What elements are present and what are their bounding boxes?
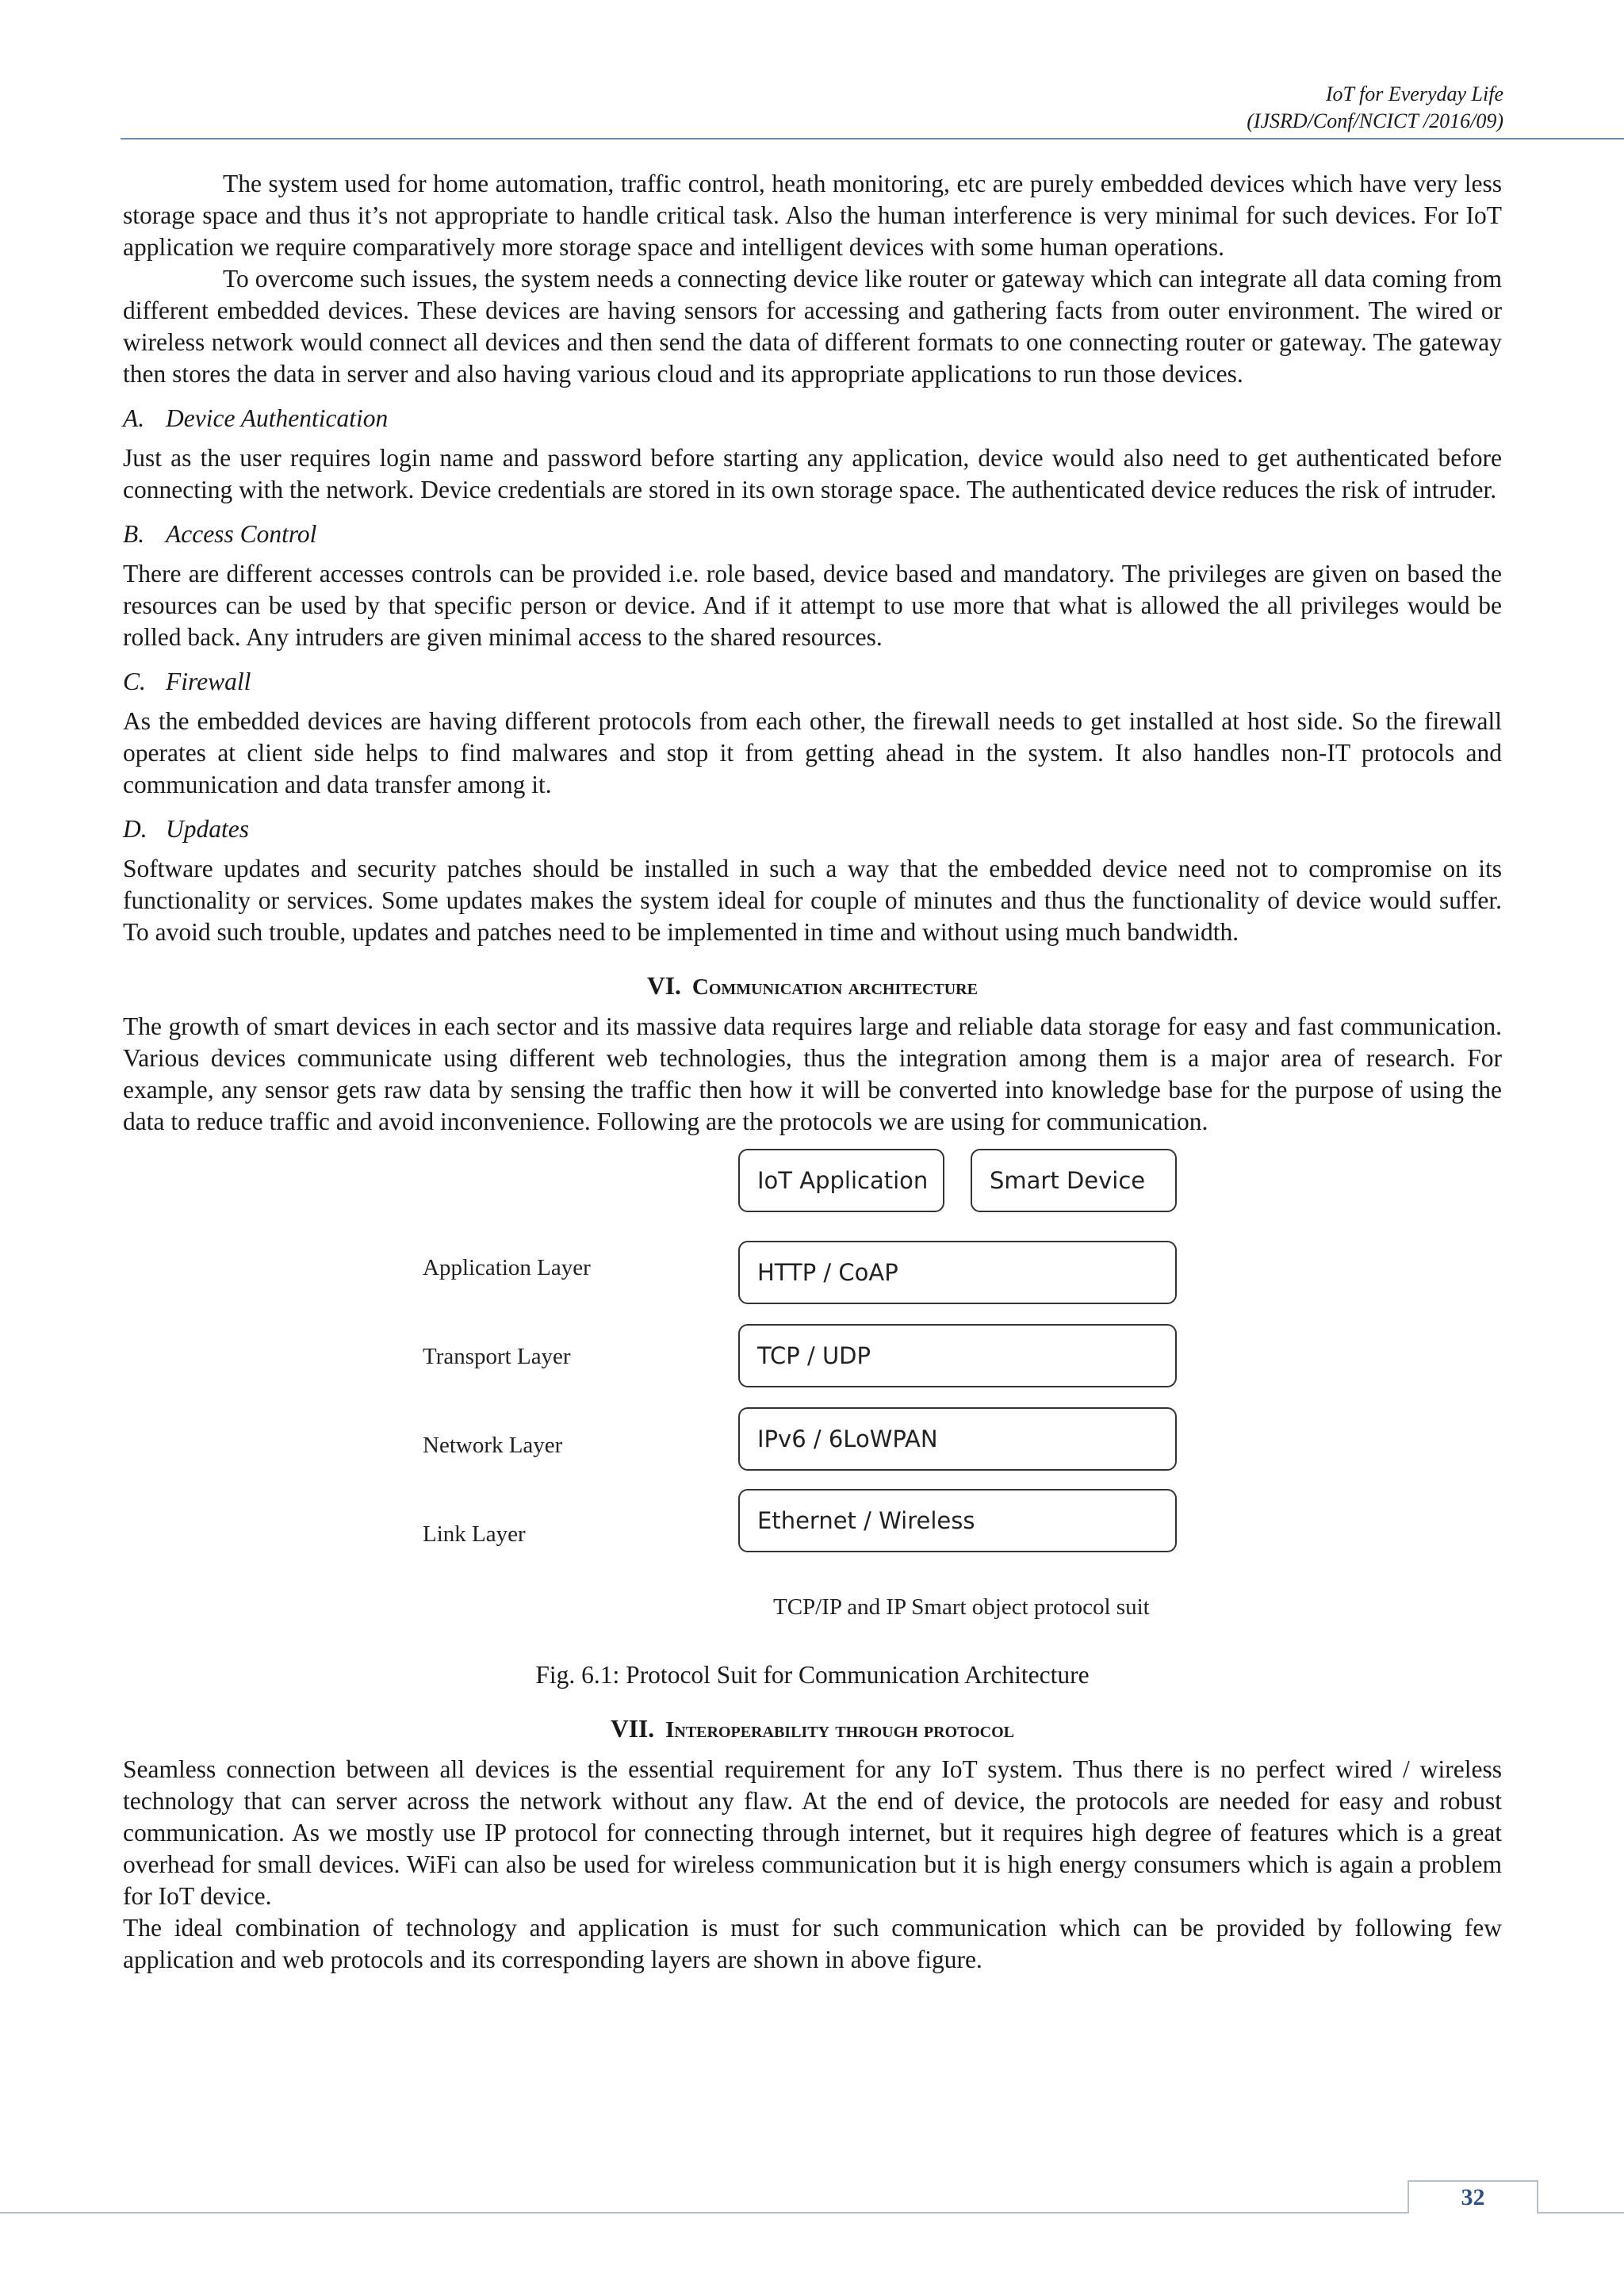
subsection-title: Updates — [166, 815, 249, 843]
protocol-figure — [123, 1149, 1502, 1656]
subsection-text-d: Software updates and security patches should be installed in such a way that the embedded device need not to compromise on its functionality or services. Some updates makes the system ideal for couple of minutes and thus the functionality of device would suffer. To avoid such trouble, updates and patches need to be implemented in time and without using much bandwidth. — [123, 855, 1502, 946]
layer-label-application: Application Layer — [423, 1255, 591, 1280]
section-title: Interoperability through protocol — [665, 1717, 1015, 1743]
subsection-heading-d — [123, 813, 1502, 845]
intro-paragraph-1: The system used for home automation, traffic control, heath monitoring, etc are purely embedded devices which have very less storage space and thus it’s not appropriate to handle critical task. Also the human interference is very minimal for such devices. For IoT application we require comparatively more storage space and intelligent devices with some human operations. — [123, 170, 1502, 261]
subsection-text-c: As the embedded devices are having different protocols from each other, the firewall needs to get installed at host side. So the firewall operates at client side helps to find malwares and stop it from getting ahead in the system. It also handles non-IT protocols and communication and data transfer among it. — [123, 707, 1502, 798]
section-title: Communication architecture — [691, 974, 978, 1000]
smart-device-box: Smart Device — [971, 1149, 1177, 1212]
layer-box-transport: TCP / UDP — [738, 1324, 1177, 1387]
subsection-title: Firewall — [166, 668, 251, 695]
layer-label-transport: Transport Layer — [423, 1344, 571, 1369]
section-vii-paragraph-2: The ideal combination of technology and application is must for such communication which can be provided by following few application and web protocols and its corresponding layers are shown in above figure. — [123, 1914, 1502, 1973]
intro-paragraph-2: To overcome such issues, the system needs a connecting device like router or gateway which can integrate all data coming from different embedded devices. These devices are having sensors for accessing and gathering facts from outer environment. The wired or wireless network would connect all devices and then send the data of different formats to one connecting router or gateway. The gateway then stores the data in server and also having various cloud and its appropriate applications to run those devices. — [123, 265, 1502, 388]
running-header — [1247, 81, 1503, 135]
subsection-letter: C. — [123, 668, 146, 695]
section-heading-vii — [123, 1713, 1502, 1746]
subsection-title: Access Control — [166, 520, 317, 548]
iot-application-box: IoT Application — [738, 1149, 944, 1212]
subsection-heading-b — [123, 519, 1502, 550]
section-number: VII. — [610, 1715, 655, 1743]
page-number: 32 — [1408, 2180, 1538, 2214]
subsection-text-a: Just as the user requires login name and password before starting any application, device would also need to get authenticated before connecting with the network. Device credentials are stored in its own storage space. The authenticated device reduces the risk of intruder. — [123, 444, 1502, 503]
figure-caption: Fig. 6.1: Protocol Suit for Communication Architecture — [535, 1661, 1090, 1689]
subsection-letter: D. — [123, 815, 147, 843]
subsection-heading-c — [123, 666, 1502, 698]
layer-box-network: IPv6 / 6LoWPAN — [738, 1407, 1177, 1471]
subsection-letter: A. — [123, 404, 145, 432]
header-rule — [121, 138, 1624, 140]
journal-reference: (IJSRD/Conf/NCICT /2016/09) — [1247, 109, 1503, 132]
figure-subtitle: TCP/IP and IP Smart object protocol suit — [773, 1594, 1150, 1620]
subsection-heading-a — [123, 403, 1502, 434]
layer-box-application: HTTP / CoAP — [738, 1241, 1177, 1304]
subsection-text-b: There are different accesses controls can be provided i.e. role based, device based and mandatory. The privileges are given on based the resources can be used by that specific person or device. And if it attempt to use more that what is allowed the all privileges would be rolled back. Any intruders are given minimal access to the shared resources. — [123, 560, 1502, 651]
section-heading-vi — [123, 970, 1502, 1003]
subsection-title: Device Authentication — [166, 404, 389, 432]
section-vii-paragraph-1: Seamless connection between all devices is the essential requirement for any IoT system. Thus there is no perfect wired / wireless technology that can server across the network without any flaw. At the end of device, the protocols are needed for easy and robust communication. As we mostly use IP protocol for connecting through internet, but it requires high degree of features which is a great overhead for small devices. WiFi can also be used for wireless communication but it is high energy consumers which is again a problem for IoT device. — [123, 1755, 1502, 1910]
page-body — [123, 168, 1502, 1976]
subsection-letter: B. — [123, 520, 145, 548]
layer-label-network: Network Layer — [423, 1433, 563, 1458]
layer-box-link: Ethernet / Wireless — [738, 1489, 1177, 1552]
section-vi-text: The growth of smart devices in each sector and its massive data requires large and reliable data storage for easy and fast communication. Various devices communicate using different web technologies, thus the integration among them is a major area of research. For example, any sensor gets raw data by sensing the traffic then how it will be converted into knowledge base for the purpose of using the data to reduce traffic and avoid inconvenience. Following are the protocols we are using for communication. — [123, 1012, 1502, 1135]
section-number: VI. — [647, 972, 681, 1000]
layer-label-link: Link Layer — [423, 1521, 526, 1547]
journal-title: IoT for Everyday Life — [1325, 82, 1503, 105]
footer-rule — [0, 2212, 1624, 2214]
